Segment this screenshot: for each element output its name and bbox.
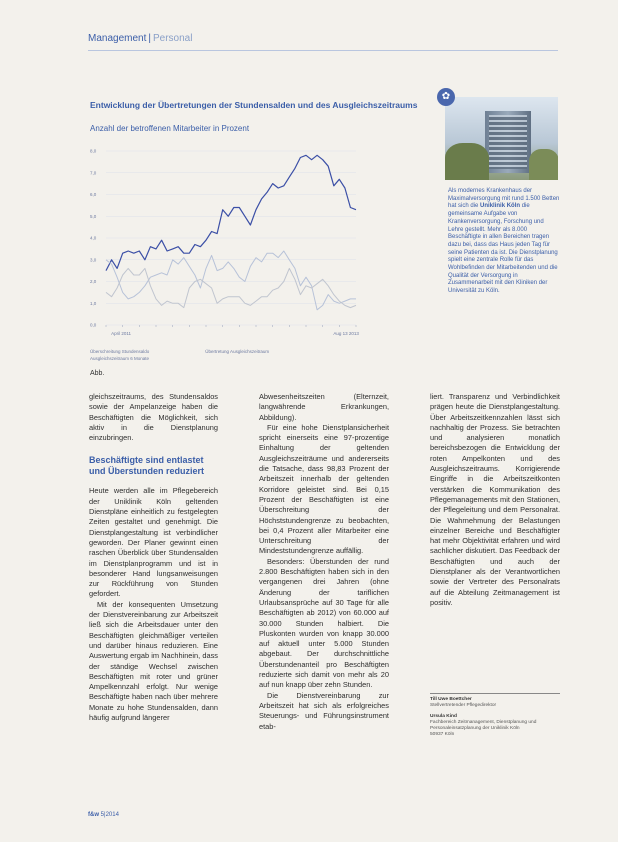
flower-icon: ✿ [437, 88, 455, 106]
text-column-1 [89, 392, 218, 723]
y-tick-label: 7,0 [90, 170, 97, 176]
y-tick-label: 0,0 [90, 322, 97, 328]
subsection-name: Personal [152, 33, 193, 44]
x-tick-label: April 2011 [111, 331, 132, 336]
legend-entry-series-1: Ausgleichszeitraum 6 Monate [90, 356, 150, 361]
photo-tree-right [529, 149, 558, 180]
text-column-3 [430, 392, 560, 608]
chart-subtitle: Anzahl der betroffenen Mitarbeiter in Prozent [90, 124, 250, 133]
subheading: Beschäftigte sind entlastet und Überstunden reduziert [89, 455, 205, 477]
author-role-2: Fachbereich Zeitmanagement, Dienstplanung und Personaleinsatzplanung der Uniklinik Köln [430, 719, 537, 732]
footer-date: 5|2014 [100, 812, 119, 818]
caption-part-1: Als modernes Krankenhaus der Maximalversorgung mit rund 1.500 Betten hat sich die [448, 188, 560, 210]
y-tick-label: 6,0 [90, 192, 97, 197]
footer-brand: f&w [88, 812, 99, 818]
chart-legend [90, 348, 390, 362]
photo-windows [489, 115, 527, 169]
col2-paragraph-1: Abwesenheitszeiten (Elternzeit, langwährende Erkrankungen, Abbildung). [259, 392, 389, 422]
legend-entry-series-2: Übertretung Ausgleichszeitraum [205, 349, 270, 354]
col1-paragraph-3: Mit der konsequenten Umsetzung der Dienstvereinbarung zur Arbeitszeit ließ sich die Arbeitsdauer unter den Beschäftigten gleichmäßiger verteilen und darüber hinaus reduzieren. Eine Auswertung ergab im Nachhinein, dass der ständige Wechsel zwischen Beschäftigten mit roter und grüner Ampelkennzahl erfolgt. Nur wenige Beschäftigte haben nach über mehrere Monate zu hohe Stundensalden, dann häufig aufgrund längerer [89, 599, 218, 723]
author-divider [430, 693, 560, 695]
y-tick-label: 8,0 [90, 148, 97, 154]
author-role-1: Stellvertretender Pflegedirektor [430, 703, 497, 709]
caption-part-2: die gemeinsame Aufgabe von Krankenversorgung, Forschung und Lehre gestellt. Mehr als 8.000 Beschäftigte in allen Bereichen tragen dazu bei, dass das Haus jeden Tag für seine Patienten da ist. Die Dienstplanung spielt eine zentrale Rolle für das Wohlbefinden der Mitarbeitenden und die Qualität der Versorgung in Zusammenarbeit mit den Kliniken der Universität zu Köln. [448, 203, 558, 295]
author-name-1: Till Uwe Boettcher [430, 697, 472, 702]
author-name-2: Ursula Kind [430, 713, 457, 719]
author-box [430, 693, 560, 739]
photo-caption [448, 188, 560, 296]
section-name: Management [88, 33, 147, 44]
col1-paragraph-1: gleichszeitraums, des Stundensaldos sowie der Ampelanzeige haben die Beschäftigten die Möglichkeit, sich aktiv in die Dienstplanung einzubringen. [89, 392, 218, 443]
page-footer [88, 812, 119, 818]
section-header: Management | Personal [88, 33, 193, 44]
y-tick-label: 5,0 [90, 213, 97, 219]
col2-paragraph-3: Besonders: Überstunden der rund 2.800 Beschäftigten haben sich in den vergangenen drei Jahren (ohne Änderung der tariflichen Urlaubsansprüche auf 30 Tage für alle Beschäftigten ab 2012) von 60.000 auf 30.000 Stunden halbiert. Die Pluskonten wurden von knapp 30.000 auf aktuell unter 5.000 Stunden abgebaut. Der durchschnittliche Überstundenanteil pro Beschäftigten reduzierte sich damit von mehr als 20 auf nun knapp über zehn Stunden. [259, 556, 389, 690]
text-column-2 [259, 392, 389, 732]
y-tick-label: 3,0 [90, 257, 97, 263]
line-chart [88, 143, 368, 358]
col1-paragraph-2: Heute werden alle im Pflegebereich der Uniklinik Köln geltenden Dienstpläne einheitlich zu festgelegten Zeiten gestaltet und genehmigt. Die Dienstplangestaltung ist verbindlicher geworden. Der Planer gewinnt einen raschen Überblick über Stundensalden im Dienstplanprogramm und ist in besonderer Hand lungsanweisungen zur Rückführung von Stunden gefordert. [89, 486, 218, 599]
x-tick-label: Aug 13 2013 [333, 331, 359, 336]
hospital-photo [445, 97, 558, 180]
author-city: 50937 Köln [430, 732, 455, 738]
y-tick-label: 1,0 [90, 300, 97, 306]
caption-bold: Uniklinik Köln [480, 203, 521, 210]
y-tick-label: 4,0 [90, 235, 97, 241]
header-divider [88, 50, 558, 51]
y-tick-label: 2,0 [90, 279, 97, 284]
figure-label: Abb. [90, 370, 105, 377]
photo-tree-left [445, 143, 489, 180]
col2-paragraph-4: Die Dienstvereinbarung zur Arbeitszeit hat sich als erfolgreiches Steuerungs- und Führungsinstrument etab- [259, 690, 389, 731]
legend-entry-series-0: Überschreitung Stundensaldo [90, 349, 150, 354]
col2-paragraph-2: Für eine hohe Dienstplansicherheit spricht einerseits eine 97-prozentige Einhaltung der geltenden Ausgleichszeiträume und andererseits die Tatsache, dass 98,83 Prozent der Arbeitszeit innerhalb der geltenden Korridore geleistet sind. Bei 0,15 Prozent der Beschäftigten ist eine Überschreitung der Höchststundengrenze zu beobachten, bei 0,4 Prozent aller Mitarbeiter eine Unterschreitung der Mindeststundengrenze auffällig. [259, 422, 389, 556]
col3-paragraph-1: liert. Transparenz und Verbindlichkeit prägen heute die Dienstplangestaltung. Über Arbeitszeitkennzahlen lässt sich nachhaltig der Prozess. Sie betrachten und analysieren monatlich bereichsbezogen die Entwicklung der roten Ampelkonten und des Ausgleichszeitraums. Korrigierende Eingriffe in die Arbeitszeitkonten verstärken die Kommunikation des Pflegemanagements mit den Stationen, der Pflegeleitung und dem Personalrat. Die Wahrnehmung der Belastungen einzelner Bereiche und Beschäftigter hat mehr Objektivität erfahren und wird sachlicher diskutiert. Das Feedback der Beschäftigten und auch der Dienstplaner als der Verantwortlichen sowie der Vertreter des Personalrats auf die Abteilung Zeitmanagement ist positiv. [430, 392, 560, 607]
chart-title: Entwicklung der Übertretungen der Stundensalden und des Ausgleichszeitraums [90, 100, 418, 110]
